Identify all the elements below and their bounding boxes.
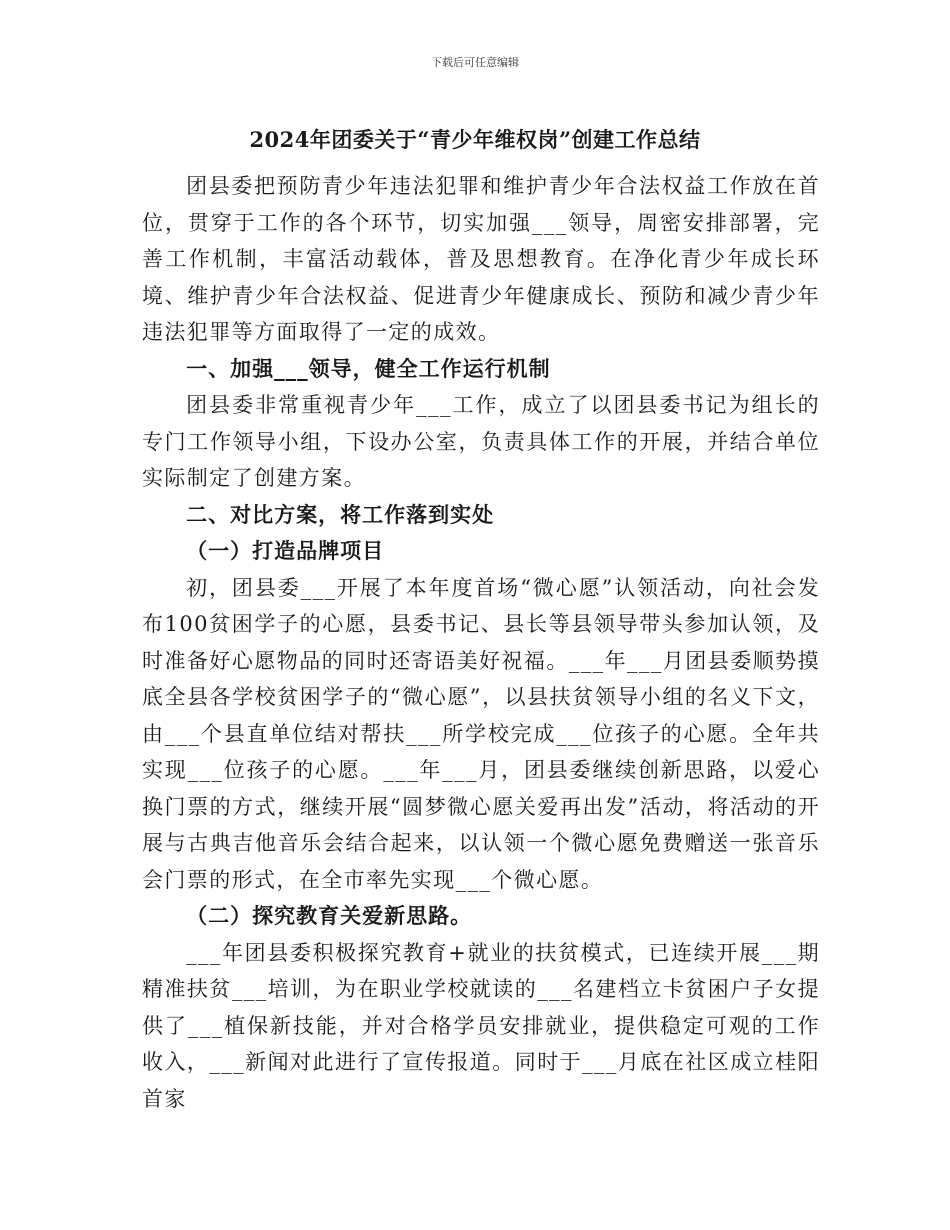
document-title: 2024年团委关于“青少年维权岗”创建工作总结 bbox=[249, 127, 701, 152]
section-1-heading: 一、加强___领导，健全工作运行机制 bbox=[186, 355, 551, 381]
page-header: 下载后可任意编辑 bbox=[431, 56, 519, 69]
intro-paragraph: 团县委把预防青少年违法犯罪和维护青少年合法权益工作放在首位，贯穿于工作的各个环节，切实加强___领导，周密安排部署，完善工作机制，丰富活动载体，普及思想教育。在净化青少年成长环境、维护青少年合法权益、促进青少年健康成长、预防和减少青少年违法犯罪等方面取得了一定的成效。 bbox=[142, 174, 820, 344]
document-body bbox=[142, 168, 820, 1117]
subsection-1-heading: （一）打造品牌项目 bbox=[186, 538, 385, 563]
subsection-1-paragraph: 初，团县委___开展了本年度首场“微心愿”认领活动，向社会发布100贫困学子的心愿，县委书记、县长等县领导带头参加认领，及时准备好心愿物品的同时还寄语美好祝福。___年___月团县委顺势摸底全县各学校贫困学子的“微心愿”，以县扶贫领导小组的名义下文，由___个县直单位结对帮扶___所学校完成___位孩子的心愿。全年共实现___位孩子的心愿。___年___月，团县委继续创新思路，以爱心换门票的方式，继续开展“圆梦微心愿关爱再出发”活动，将活动的开展与古典吉他音乐会结合起来，以认领一个微心愿免费赠送一张音乐会门票的形式，在全市率先实现___个微心愿。 bbox=[142, 575, 820, 892]
section-2-heading: 二、对比方案，将工作落到实处 bbox=[186, 501, 495, 527]
subsection-2-paragraph: ___年团县委积极探究教育+就业的扶贫模式，已连续开展___期精准扶贫___培训，为在职业学校就读的___名建档立卡贫困户子女提供了___植保新技能，并对合格学员安排就业，提供稳定可观的工作收入，___新闻对此进行了宣传报道。同时于___月底在社区成立桂阳首家 bbox=[142, 940, 820, 1111]
subsection-2-heading: （二）探究教育关爱新思路。 bbox=[186, 903, 473, 928]
section-1-paragraph: 团县委非常重视青少年___工作，成立了以团县委书记为组长的专门工作领导小组，下设办公室，负责具体工作的开展，并结合单位实际制定了创建方案。 bbox=[142, 393, 820, 490]
